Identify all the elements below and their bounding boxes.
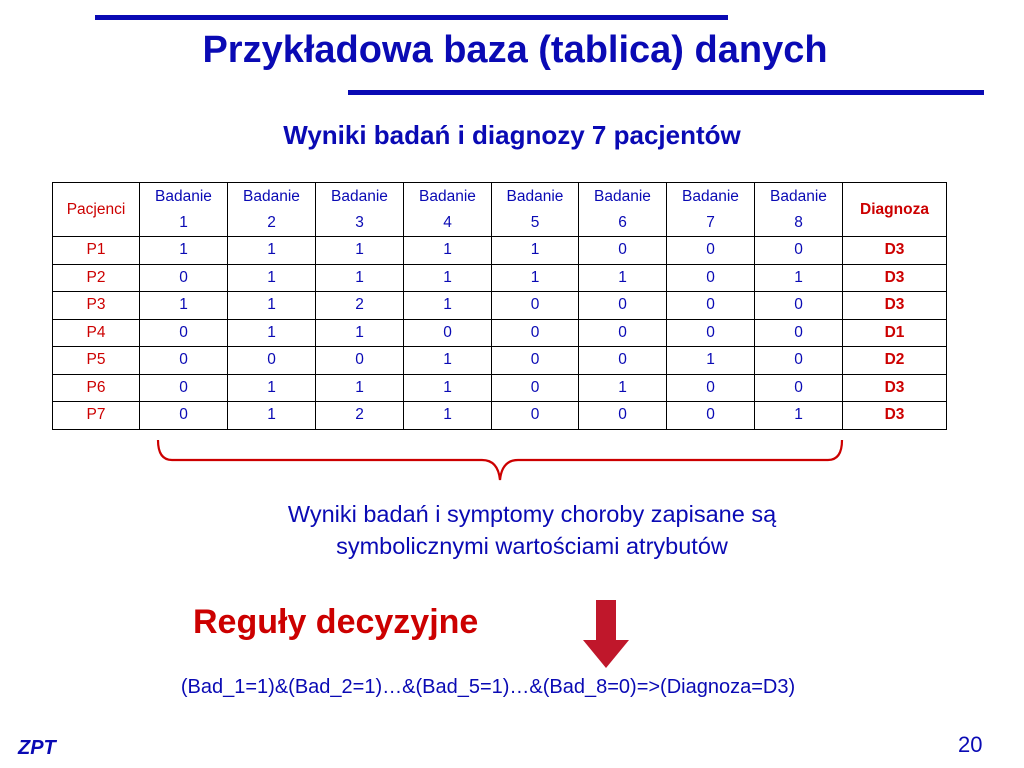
- header-test-3: Badanie 3: [316, 183, 404, 237]
- slide-title: Przykładowa baza (tablica) danych: [202, 29, 828, 71]
- test-value-cell: 0: [404, 319, 492, 347]
- test-value-cell: 1: [579, 374, 667, 402]
- test-value-cell: 1: [228, 292, 316, 320]
- table-row: [53, 347, 947, 375]
- test-value-cell: 0: [140, 347, 228, 375]
- test-value-cell: 1: [316, 374, 404, 402]
- table-header-row: [53, 183, 947, 237]
- test-value-cell: 1: [404, 402, 492, 430]
- diagnosis-cell: D3: [843, 292, 947, 320]
- patient-cell: P6: [53, 374, 140, 402]
- table-row: [53, 264, 947, 292]
- table-row: [53, 319, 947, 347]
- test-value-cell: 1: [316, 264, 404, 292]
- test-value-cell: 0: [667, 292, 755, 320]
- header-test-8: Badanie 8: [755, 183, 843, 237]
- diagnosis-cell: D3: [843, 402, 947, 430]
- test-value-cell: 0: [579, 292, 667, 320]
- table-row: [53, 402, 947, 430]
- test-value-cell: 1: [228, 264, 316, 292]
- test-value-cell: 0: [140, 264, 228, 292]
- title-rule-bottom: [348, 90, 984, 95]
- test-value-cell: 2: [316, 292, 404, 320]
- patient-cell: P4: [53, 319, 140, 347]
- test-value-cell: 0: [140, 374, 228, 402]
- caption-line-1: Wyniki badań i symptomy choroby zapisane są: [287, 501, 777, 527]
- test-value-cell: 0: [228, 347, 316, 375]
- patient-cell: P7: [53, 402, 140, 430]
- header-test-4: Badanie 4: [404, 183, 492, 237]
- test-value-cell: 1: [579, 264, 667, 292]
- test-value-cell: 1: [316, 237, 404, 265]
- test-value-cell: 0: [667, 319, 755, 347]
- test-value-cell: 0: [667, 374, 755, 402]
- rule-formula: (Bad_1=1)&(Bad_2=1)…&(Bad_5=1)…&(Bad_8=0)=>(Diagnoza=D3): [180, 676, 796, 698]
- test-value-cell: 1: [404, 237, 492, 265]
- header-test-1: Badanie 1: [140, 183, 228, 237]
- rules-heading: Reguły decyzyjne: [193, 603, 479, 641]
- header-patients: Pacjenci: [53, 183, 140, 237]
- test-value-cell: 0: [492, 319, 579, 347]
- test-value-cell: 0: [755, 292, 843, 320]
- brace-icon: [150, 436, 850, 486]
- header-test-6: Badanie 6: [579, 183, 667, 237]
- test-value-cell: 0: [667, 264, 755, 292]
- test-value-cell: 0: [140, 319, 228, 347]
- test-value-cell: 0: [579, 347, 667, 375]
- table-row: [53, 374, 947, 402]
- test-value-cell: 1: [228, 319, 316, 347]
- test-value-cell: 1: [228, 374, 316, 402]
- test-value-cell: 1: [228, 237, 316, 265]
- caption-line-2: symbolicznymi wartościami atrybutów: [336, 533, 728, 559]
- test-value-cell: 0: [492, 347, 579, 375]
- patient-cell: P5: [53, 347, 140, 375]
- test-value-cell: 0: [492, 402, 579, 430]
- header-diagnosis: Diagnoza: [843, 183, 947, 237]
- page-number: 20: [958, 732, 983, 757]
- test-value-cell: 1: [140, 237, 228, 265]
- patient-cell: P3: [53, 292, 140, 320]
- patient-cell: P2: [53, 264, 140, 292]
- test-value-cell: 0: [492, 292, 579, 320]
- diagnosis-cell: D3: [843, 237, 947, 265]
- test-value-cell: 0: [579, 237, 667, 265]
- test-value-cell: 1: [316, 319, 404, 347]
- test-value-cell: 0: [667, 237, 755, 265]
- test-value-cell: 1: [404, 374, 492, 402]
- test-value-cell: 2: [316, 402, 404, 430]
- down-arrow-icon: [583, 600, 629, 670]
- test-value-cell: 0: [755, 374, 843, 402]
- test-value-cell: 0: [755, 347, 843, 375]
- test-value-cell: 0: [667, 402, 755, 430]
- test-value-cell: 0: [316, 347, 404, 375]
- title-rule-top: [95, 15, 728, 20]
- header-test-7: Badanie 7: [667, 183, 755, 237]
- test-value-cell: 0: [755, 319, 843, 347]
- header-test-2: Badanie 2: [228, 183, 316, 237]
- test-value-cell: 1: [492, 237, 579, 265]
- diagnosis-cell: D3: [843, 264, 947, 292]
- test-value-cell: 0: [492, 374, 579, 402]
- test-value-cell: 1: [667, 347, 755, 375]
- table-row: [53, 237, 947, 265]
- test-value-cell: 1: [755, 402, 843, 430]
- table-row: [53, 292, 947, 320]
- diagnosis-cell: D3: [843, 374, 947, 402]
- test-value-cell: 1: [228, 402, 316, 430]
- test-value-cell: 1: [404, 347, 492, 375]
- test-value-cell: 0: [579, 402, 667, 430]
- test-value-cell: 1: [404, 292, 492, 320]
- patient-cell: P1: [53, 237, 140, 265]
- test-value-cell: 0: [579, 319, 667, 347]
- caption: [0, 498, 1024, 562]
- patient-data-table: [52, 182, 947, 430]
- test-value-cell: 1: [755, 264, 843, 292]
- test-value-cell: 1: [492, 264, 579, 292]
- diagnosis-cell: D1: [843, 319, 947, 347]
- diagnosis-cell: D2: [843, 347, 947, 375]
- test-value-cell: 0: [755, 237, 843, 265]
- table-body: [53, 237, 947, 430]
- test-value-cell: 1: [140, 292, 228, 320]
- test-value-cell: 1: [404, 264, 492, 292]
- test-value-cell: 0: [140, 402, 228, 430]
- header-test-5: Badanie 5: [492, 183, 579, 237]
- footer-label: ZPT: [18, 737, 56, 759]
- slide-subtitle: Wyniki badań i diagnozy 7 pacjentów: [283, 120, 741, 150]
